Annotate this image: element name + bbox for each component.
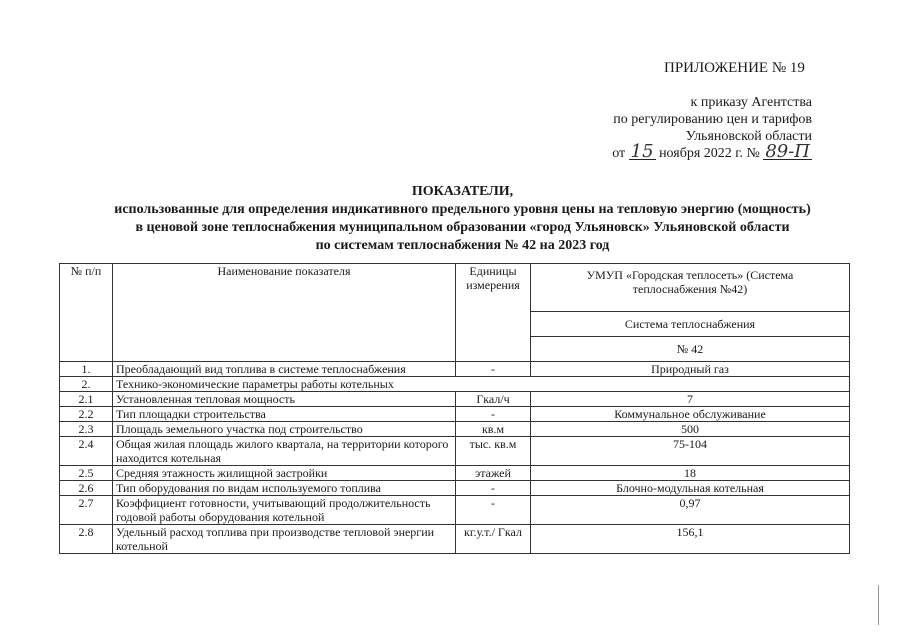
row-unit: кг.у.т./ Гкал bbox=[456, 525, 531, 554]
order-number: 89-П bbox=[765, 141, 810, 162]
document-title bbox=[40, 183, 885, 255]
row-name: Общая жилая площадь жилого квартала, на территории которого находится котельная bbox=[113, 437, 456, 466]
row-unit: - bbox=[456, 362, 531, 377]
row-value: Блочно-модульная котельная bbox=[531, 481, 850, 496]
row-unit: тыс. кв.м bbox=[456, 437, 531, 466]
row-unit: - bbox=[456, 481, 531, 496]
table-row bbox=[60, 437, 850, 466]
table-row bbox=[60, 525, 850, 554]
date-day: 15 bbox=[630, 141, 654, 162]
row-name: Коэффициент готовности, учитывающий продолжительность годовой работы оборудования котельной bbox=[113, 496, 456, 525]
table-row bbox=[60, 362, 850, 377]
row-name: Установленная тепловая мощность bbox=[113, 392, 456, 407]
order-reference bbox=[612, 94, 812, 162]
table-row bbox=[60, 481, 850, 496]
table-row bbox=[60, 407, 850, 422]
row-value: 500 bbox=[531, 422, 850, 437]
table-row bbox=[60, 422, 850, 437]
scan-edge-line bbox=[878, 585, 879, 625]
title-line-1: ПОКАЗАТЕЛИ, bbox=[411, 184, 514, 199]
row-name: Технико-экономические параметры работы котельных bbox=[113, 377, 850, 392]
table-row bbox=[60, 377, 850, 392]
row-value: Коммунальное обслуживание bbox=[531, 407, 850, 422]
row-value: 75-104 bbox=[531, 437, 850, 466]
header-name: Наименование показателя bbox=[113, 264, 456, 362]
row-num: 2. bbox=[60, 377, 113, 392]
order-date-line bbox=[612, 141, 812, 162]
order-line-1: к приказу Агентства bbox=[690, 95, 812, 110]
row-value: 18 bbox=[531, 466, 850, 481]
row-num: 2.4 bbox=[60, 437, 113, 466]
row-name: Преобладающий вид топлива в системе теплоснабжения bbox=[113, 362, 456, 377]
row-unit: Гкал/ч bbox=[456, 392, 531, 407]
row-num: 2.5 bbox=[60, 466, 113, 481]
row-value: 156,1 bbox=[531, 525, 850, 554]
order-line-2: по регулированию цен и тарифов bbox=[613, 112, 812, 127]
table-header-row bbox=[60, 264, 850, 312]
indicators-table bbox=[59, 263, 850, 554]
header-system-num: № 42 bbox=[531, 337, 850, 362]
title-line-4: по системам теплоснабжения № 42 на 2023 год bbox=[315, 238, 610, 253]
row-unit: - bbox=[456, 496, 531, 525]
table-row bbox=[60, 392, 850, 407]
row-name: Средняя этажность жилищной застройки bbox=[113, 466, 456, 481]
header-org: УМУП «Городская теплосеть» (Система теплоснабжения №42) bbox=[531, 264, 850, 312]
order-line-3: Ульяновской области bbox=[685, 129, 812, 144]
row-value: 0,97 bbox=[531, 496, 850, 525]
row-unit: кв.м bbox=[456, 422, 531, 437]
row-name: Тип площадки строительства bbox=[113, 407, 456, 422]
row-value: 7 bbox=[531, 392, 850, 407]
row-name: Тип оборудования по видам используемого топлива bbox=[113, 481, 456, 496]
header-system: Система теплоснабжения bbox=[531, 312, 850, 337]
header-unit: Единицы измерения bbox=[456, 264, 531, 362]
row-unit: этажей bbox=[456, 466, 531, 481]
row-num: 2.1 bbox=[60, 392, 113, 407]
row-num: 1. bbox=[60, 362, 113, 377]
row-num: 2.8 bbox=[60, 525, 113, 554]
title-line-3: в ценовой зоне теплоснабжения муниципальном образовании «город Ульяновск» Ульяновской области bbox=[135, 220, 790, 235]
table-row bbox=[60, 496, 850, 525]
row-value: Природный газ bbox=[531, 362, 850, 377]
row-name: Площадь земельного участка под строительство bbox=[113, 422, 456, 437]
date-mid: ноября 2022 г. № bbox=[659, 146, 760, 161]
date-prefix: от bbox=[612, 146, 626, 161]
row-num: 2.7 bbox=[60, 496, 113, 525]
title-line-2: использованные для определения индикативного предельного уровня цены на тепловую энергию (мощность) bbox=[114, 202, 811, 217]
row-num: 2.2 bbox=[60, 407, 113, 422]
row-num: 2.3 bbox=[60, 422, 113, 437]
header-num: № п/п bbox=[60, 264, 113, 362]
row-name: Удельный расход топлива при производстве тепловой энергии котельной bbox=[113, 525, 456, 554]
row-num: 2.6 bbox=[60, 481, 113, 496]
table-row bbox=[60, 466, 850, 481]
row-unit: - bbox=[456, 407, 531, 422]
appendix-label: ПРИЛОЖЕНИЕ № 19 bbox=[664, 60, 805, 76]
